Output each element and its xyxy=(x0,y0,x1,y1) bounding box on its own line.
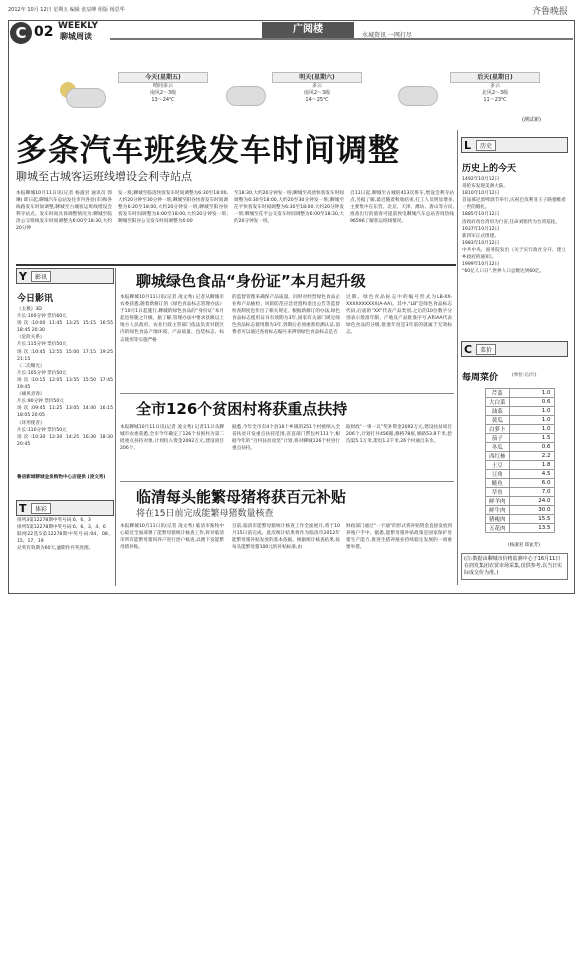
table-row xyxy=(486,452,555,461)
menu-unit: (单位:元/斤) xyxy=(512,373,537,378)
poverty-headline: 全市126个贫困村将获重点扶持 xyxy=(136,400,348,418)
date-line: 2012年 10月 12日 星期五 编辑 张辰峰 组版 杨思华 xyxy=(8,7,125,13)
price-item-name: 白萝卜 xyxy=(486,425,510,434)
weather-day-after xyxy=(450,72,540,104)
lead-headline: 多条汽车班线发车时间调整 xyxy=(16,133,400,169)
film-letter: Y xyxy=(19,270,27,283)
price-item-name: 芹菜 xyxy=(486,389,510,398)
film-label: 影讯 xyxy=(31,271,51,282)
table-row xyxy=(486,470,555,479)
film-footer: 鲁信影城聊城金泉购物中心店提供 (凌文秀) xyxy=(17,475,106,480)
sport-body: 排列3第12278期中奖号码:6、6、3 排列5第12278期中奖号码:6、6、3、4、6 联网22选5第12278期中奖号码:04、08、15、17、19 兑奖有效期为60天,逾期作弃奖处理。 xyxy=(17,518,113,552)
column-divider xyxy=(457,130,458,585)
price-item-value: 0.6 xyxy=(509,398,554,407)
history-label: 历史 xyxy=(476,140,496,151)
lead-column-4: 自11日起,聊城至古城的413次班车,增设会利寺站点,另据了解,最近随着秋收结束,打工人员明显增多,主要集中在东营、北京、天津、潍坊、唐山等方向,准备出行的旅客可提前致电聊城汽车总站咨询热线96596了解客运班线情况。 xyxy=(350,191,454,225)
weather-today-temp: 13～24℃ xyxy=(151,97,175,103)
table-row xyxy=(486,488,555,497)
price-item-value: 1.8 xyxy=(509,461,554,470)
price-item-name: 鲜羊肉 xyxy=(486,497,510,506)
price-item-value: 0.6 xyxy=(509,443,554,452)
green-food-column-2: 的监督管理来确保产品质量。同时对经营绿色食品企业和产品抽检、风险防范应急处置和退出公告等监督检查制度也作出了相关规定。根据新修订的办法,绿色食品标志使用证书有效期为3年,国家有关部门规定绿色食品标志使用期为3年,到期后必须重新检测认证,消费者可以通过查看标志编号来辨别绿色食品标志是否 xyxy=(232,295,340,336)
table-row xyxy=(486,416,555,425)
history-heading: 历史上的今天 xyxy=(462,164,517,174)
table-row xyxy=(486,497,555,506)
sport-letter: T xyxy=(19,502,27,515)
cloud-icon xyxy=(226,86,266,106)
lead-subheadline: 聊城至古城客运班线增设会利寺站点 xyxy=(16,170,192,183)
table-row xyxy=(486,506,555,515)
green-food-column-3: 过期。绿色食品标志中的编号形式为LB-XX-XXXXXXXXXX(A-AA)。其中,“LB”是绿色食品标志代码,后面的“XX”代表产品类别,之后的10位数字分别表示批准年限、产地及产品批准序号,A和AA代表绿色食品的分级,批准年度是3年前的就属于无效标志。 xyxy=(346,295,452,336)
tagline: 水城资讯 一网打尽 xyxy=(362,32,412,39)
price-item-value: 30.0 xyxy=(509,506,554,515)
weather-note: (测试新) xyxy=(522,117,541,123)
menu-credit: (杨淑君 郑並芳) xyxy=(508,543,540,548)
pig-subsidy-column-3: 财政部门通过“一卡通”的形式将补贴资金直接发放到养殖户手中。据悉,能繁母猪补贴政策是国家保护母猪生产能力,推进生猪养殖业持续稳定发展的一项重要举措。 xyxy=(346,524,452,551)
pig-subsidy-column-2: 目前,临清市能繁母猪统计核查工作全面展开,将于10月15日前完成。此次统计结果将作为临清市2012年能繁母猪补贴发放的基本依据。根据统计核查结果,按每头能繁母猪100元的补贴标准,由 xyxy=(232,524,340,551)
price-item-value: 7.0 xyxy=(509,488,554,497)
history-band xyxy=(461,137,568,153)
price-item-name: 五花肉 xyxy=(486,524,510,533)
section-rule xyxy=(120,393,454,394)
price-item-value: 15.5 xyxy=(509,515,554,524)
table-row xyxy=(486,443,555,452)
price-item-name: 鲢鱼 xyxy=(486,479,510,488)
weather-day-after-wind: 北风2～3级 xyxy=(481,90,509,96)
sport-band xyxy=(16,500,114,516)
weekly-label: WEEKLY xyxy=(58,21,99,31)
price-table xyxy=(485,388,555,533)
newspaper-masthead: 齐鲁晚报 xyxy=(531,7,568,17)
column-divider xyxy=(115,268,116,586)
table-row xyxy=(486,461,555,470)
price-item-value: 1.0 xyxy=(509,416,554,425)
pig-subsidy-subheadline: 将在15日前完成能繁母猪数量核查 xyxy=(136,509,274,519)
green-food-column-1: 本报聊城10月11日讯(记者 凌文秀) 记者从聊城市农委获悉,随着新修订的《绿色食品标志管理办法》于10月1日起施行,聊城的绿色食品的“身份证”本月起也将随之升级。据了解,管理办法中要求县级以上地方人民政府、农业行政主管部门依法负责对辖区内的绿色食品产地环境、产品质量、包装标志、标志使用等实施严格 xyxy=(120,295,224,343)
price-item-name: 豆角 xyxy=(486,470,510,479)
menu-heading: 每周菜价 xyxy=(462,373,499,383)
table-row xyxy=(486,407,555,416)
price-item-value: 6.0 xyxy=(509,479,554,488)
table-row xyxy=(486,479,555,488)
lead-column-2: 发一班;聊城至临清快客发车时间调整为6:30至18:00,大约20分钟至30分钟一班;聊城至阳谷快客发车时间调整为6:20至18:00,大约20分钟发一班;聊城至阳谷快客发车时间调整为6:00至18:00,大约20分钟发一班;聊城至阳谷公交发车时间调整为6:00 xyxy=(118,191,228,225)
price-item-name: 鲜牛肉 xyxy=(486,506,510,515)
table-row xyxy=(486,398,555,407)
cloud-icon xyxy=(66,88,106,108)
weekly-cn-label: 聊城周读 xyxy=(60,32,92,41)
table-row xyxy=(486,515,555,524)
weather-day-after-day: 后天(星期日) xyxy=(450,72,540,83)
sport-label: 体彩 xyxy=(31,503,51,514)
price-item-name: 黄瓜 xyxy=(486,416,510,425)
price-item-name: 油菜 xyxy=(486,407,510,416)
table-row xyxy=(486,389,555,398)
history-letter: L xyxy=(464,139,472,152)
price-item-name: 西红柿 xyxy=(486,452,510,461)
weather-tomorrow-wind: 南风2～3级 xyxy=(303,90,331,96)
film-listing: 《太极》3D 片长:100分钟 票价60元 场次:10:00 11:45 13:25 15:15 16:55 18:45 20:30 《危险关系》 片长:115分钟 票价50元 场次:10:45 12:55 15:00 17:15 19:25 21:15 《二次曝光》 片长:105分钟 票价50元 场次:10:15 12:05 13:55 15:50 17:45 19:45 《痛风青春》 片长:90分钟 票价50元 场次:09:45 11:25 13:05 14:40 16:15 18:05 20:05 《环形使者》 片长:110分钟 票价50元 场次:10:30 12:30 14:25 16:30 18:30 20:45 xyxy=(17,307,113,447)
table-row xyxy=(486,524,555,533)
weather-tomorrow-day: 明天(星期六) xyxy=(272,72,362,83)
lead-column-1: 本报聊城10月11日讯(记者 杨淑君 通讯员 郭琳) 即日起,聊城汽车总站发往市内各县(市)和各线路发车时间调整,聊城至古城客运班线增设会利寺站点。发车时间具体调整情况为:聊城至临清公交班线发车时间调整为6:00至18:30,大约20分钟 xyxy=(16,191,112,232)
weather-tomorrow-temp: 14～25℃ xyxy=(305,97,329,103)
table-row xyxy=(486,434,555,443)
section-letter-badge: C xyxy=(10,22,32,44)
table-row xyxy=(486,425,555,434)
price-item-value: 4.5 xyxy=(509,470,554,479)
price-item-name: 冬瓜 xyxy=(486,443,510,452)
price-item-name: 大白菜 xyxy=(486,398,510,407)
price-item-value: 1.0 xyxy=(509,425,554,434)
section-rule xyxy=(16,264,456,266)
history-body: 1492年10月12日 哥伦布发现美洲大陆。 1810年10月12日 首届慕尼黑啤酒节举行,庆祝巴伐利亚王子路德维希一世的婚礼。 1885年10月12日 清政府改台湾府为行省,任命刘铭传为台湾巡抚。 1937年10月12日 新四军正式组建。 1983年10月12日 中共中央、国务院发出《关于实行政社分开、建立乡政府的通知》。 1999年10月12日 “60亿人口日”,世界人口总数达到60亿。 xyxy=(462,177,566,275)
menu-note: (注:数据由聊城市价格监测中心于16月11日在润发集团农贸市场采集,仅供参考,以当日实际成交价为准。) xyxy=(461,553,568,580)
poverty-column-1: 本报聊城10月11日讯(记者 凌文秀) 记者11日从聊城市农委获悉,全市今年确定了126个贫困村为第二批重点扶持对象,计划投入资金2092万元,建设项目206个。 xyxy=(120,425,224,452)
price-item-name: 土豆 xyxy=(486,461,510,470)
weather-today-desc: 晴间多云 xyxy=(152,83,173,89)
weather-day-after-desc: 多云 xyxy=(489,83,500,89)
film-heading: 今日影讯 xyxy=(17,294,54,304)
weather-today xyxy=(118,72,208,104)
price-item-value: 2.2 xyxy=(509,452,554,461)
menu-band xyxy=(461,341,568,357)
price-item-value: 24.0 xyxy=(509,497,554,506)
price-item-name: 茄子 xyxy=(486,434,510,443)
green-food-headline: 聊城绿色食品“身份证”本月起升级 xyxy=(136,272,366,290)
weather-tomorrow-desc: 多云 xyxy=(311,83,322,89)
menu-label: 菜价 xyxy=(476,344,496,355)
page-name-banner: 广阅楼 xyxy=(262,22,354,38)
price-item-name: 草鱼 xyxy=(486,488,510,497)
section-rule xyxy=(120,481,454,482)
cloud-icon xyxy=(398,86,438,106)
film-band xyxy=(16,268,114,284)
weather-day-after-temp: 11～23℃ xyxy=(483,97,507,103)
price-item-value: 1.5 xyxy=(509,434,554,443)
price-item-value: 13.5 xyxy=(509,524,554,533)
price-item-value: 1.0 xyxy=(509,407,554,416)
menu-letter: C xyxy=(464,343,473,356)
price-item-value: 1.0 xyxy=(509,389,554,398)
header-rule xyxy=(110,38,573,40)
poverty-column-2: 据悉,今年全市有4个县16个乡镇的251个村被纳入全省扶贫开发重点扶持范围,省直部门帮包村111个,根据今年的“百村扶贫攻坚”计划,将对聊城126个村进行重点扶持。 xyxy=(232,425,340,452)
poverty-column-3: 取财政“一事一议”奖补资金2092万元,建设扶贫项目206个,计划打井456眼,修桥78座,修路53.8千米,挖沟渠5.1万米,架电1.2千米,26个村通自来水。 xyxy=(346,425,452,445)
weather-today-day: 今天(星期五) xyxy=(118,72,208,83)
pig-subsidy-column-1: 本报聊城10月11日讯(记者 凌文秀) 临清市畜牧中心最近全面部署了能繁母猪统计核查工作,将对临清市所有能繁母猪饲养户进行逐户核查,以便下发能繁母猪补贴。 xyxy=(120,524,224,551)
weather-today-wind: 南风2～3级 xyxy=(149,90,177,96)
price-item-name: 猪瘦肉 xyxy=(486,515,510,524)
lead-column-3: 至18:30,大约20分钟发一班;聊城至高唐快客发车时间调整为6:30至18:00,大约20至30分钟发一班;聊城至茌平快客发车时间调整为6:30至18:00,大约20分钟发一班;聊城至茌平公交发车时间调整为6:00至18:30,大约20分钟发一班。 xyxy=(234,191,344,225)
page-number: 02 xyxy=(34,24,54,40)
pig-subsidy-headline: 临清每头能繁母猪将获百元补贴 xyxy=(136,488,347,506)
weather-tomorrow xyxy=(272,72,362,104)
